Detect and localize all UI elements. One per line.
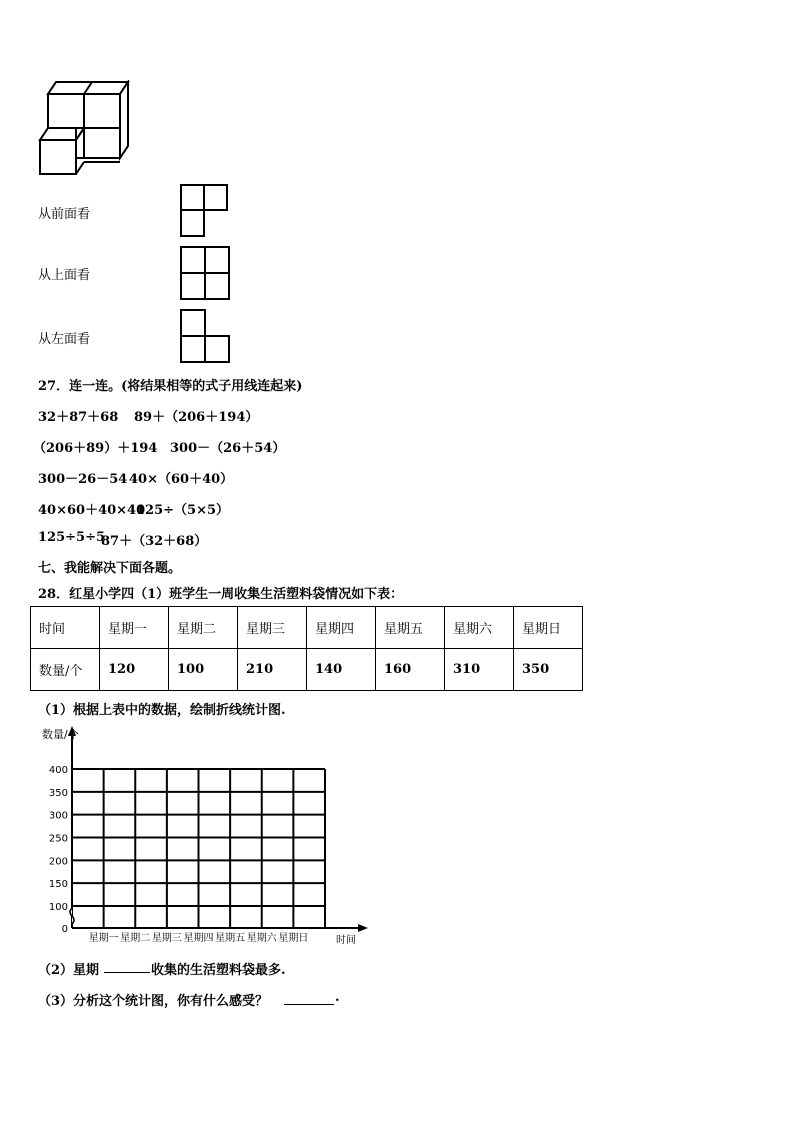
- table-day: 星期一: [100, 607, 169, 649]
- q27-title: 27．连一连。(将结果相等的式子用线连起来): [38, 379, 303, 394]
- y-tick-label: 350: [48, 787, 68, 799]
- table-value: 350: [514, 649, 583, 691]
- q28-sub3-blank[interactable]: [284, 1004, 334, 1005]
- table-value: 120: [100, 649, 169, 691]
- q28-sub2-blank[interactable]: [104, 972, 150, 973]
- q27-right-4: 125÷（5×5）: [136, 503, 230, 518]
- axis-break-mark: [70, 908, 74, 924]
- table-value: 100: [169, 649, 238, 691]
- y-tick-label: 200: [48, 856, 68, 868]
- x-tick-label: 星期二: [120, 933, 151, 944]
- q27-right-1: 89＋（206＋194）: [134, 410, 259, 425]
- section7-title: 七、我能解决下面各题。: [38, 561, 182, 576]
- q27-right-2: 300－（26＋54）: [170, 441, 286, 456]
- y-tick-label: 150: [48, 879, 68, 891]
- table-value: 310: [445, 649, 514, 691]
- left-view-grid: [180, 309, 232, 365]
- q28-sub3-end: .: [335, 990, 340, 1005]
- x-axis-label: 时间: [336, 935, 356, 946]
- table-day: 星期二: [169, 607, 238, 649]
- table-header-row: [31, 607, 583, 649]
- y-axis-label: 数量/个: [42, 728, 79, 741]
- table-day: 星期日: [514, 607, 583, 649]
- q28-sub3-text: （3）分析这个统计图，你有什么感受？: [38, 994, 269, 1009]
- x-tick-label: 星期四: [183, 933, 214, 944]
- plastic-bag-table: [30, 606, 583, 691]
- q28-sub2-suffix: 收集的生活塑料袋最多.: [151, 963, 286, 978]
- table-day: 星期三: [238, 607, 307, 649]
- top-view-grid: [180, 246, 232, 302]
- table-day: 星期四: [307, 607, 376, 649]
- q27-left-3: 300－26－54: [38, 472, 128, 487]
- table-value: 140: [307, 649, 376, 691]
- cube-stack-figure: [38, 80, 134, 176]
- table-value: 160: [376, 649, 445, 691]
- q27-right-5: 87＋（32＋68）: [101, 534, 208, 549]
- y-tick-label: 0: [61, 924, 68, 935]
- y-tick-label: 300: [48, 810, 68, 822]
- q28-title: 28．红星小学四（1）班学生一周收集生活塑料袋情况如下表：: [38, 587, 404, 602]
- q28-sub2-prefix: （2）星期: [38, 963, 100, 978]
- front-view-grid: [180, 184, 230, 238]
- q27-left-2: （206＋89）＋194: [33, 441, 158, 456]
- table-header-label: 时间: [31, 607, 100, 649]
- q27-left-4: 40×60＋40×40: [38, 503, 146, 518]
- q27-left-1: 32＋87＋68: [38, 410, 119, 425]
- q27-right-3: 40×（60＋40）: [129, 472, 234, 487]
- x-axis-arrow: [358, 924, 368, 932]
- x-tick-label: 星期日: [278, 933, 309, 944]
- line-chart-grid: [30, 722, 370, 950]
- view-label-front: 从前面看: [38, 207, 91, 222]
- table-value: 210: [238, 649, 307, 691]
- x-tick-label: 星期五: [215, 933, 246, 944]
- table-day: 星期六: [445, 607, 514, 649]
- q28-sub1: （1）根据上表中的数据，绘制折线统计图.: [38, 703, 286, 718]
- table-value-label: 数量/个: [31, 649, 100, 691]
- table-day: 星期五: [376, 607, 445, 649]
- x-tick-label: 星期一: [88, 933, 119, 944]
- y-tick-label: 400: [48, 765, 68, 776]
- table-value-row: [31, 649, 583, 691]
- y-tick-label: 250: [48, 833, 68, 845]
- x-tick-label: 星期三: [151, 933, 182, 944]
- view-label-left: 从左面看: [38, 332, 91, 347]
- y-tick-label: 100: [48, 902, 68, 913]
- q27-left-5: 125÷5÷5: [38, 530, 106, 545]
- x-tick-label: 星期六: [246, 933, 277, 944]
- view-label-top: 从上面看: [38, 268, 91, 283]
